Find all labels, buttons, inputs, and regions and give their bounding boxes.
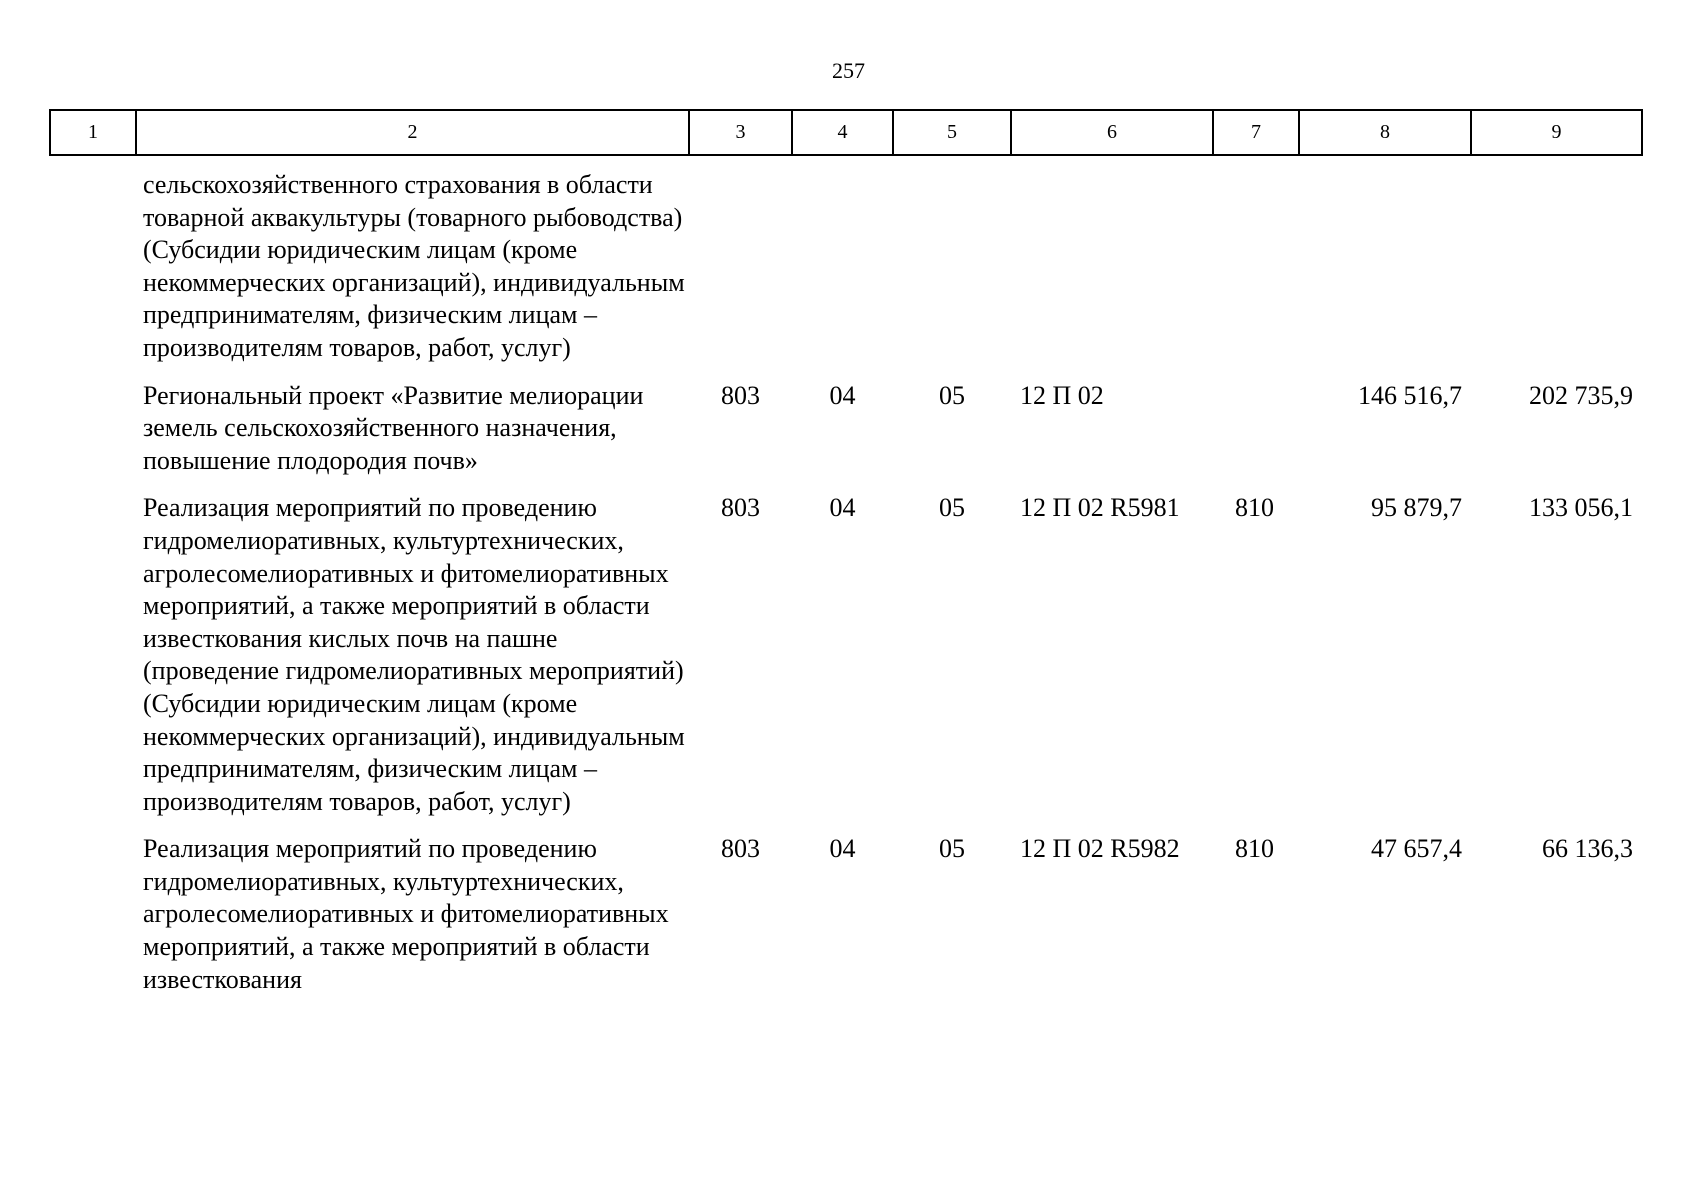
column-header-9: 9 (1471, 110, 1642, 155)
expense-type: 810 (1235, 834, 1274, 864)
column-header-2: 2 (136, 110, 689, 155)
page-number: 257 (832, 58, 865, 83)
subsection-code (893, 155, 1011, 380)
table-row (50, 155, 1642, 380)
row-description: Реализация мероприятий по проведению гидромелиоративных, культуртехнических, агролесомелиоративных и фитомелиоративных мероприятий, а также мероприятий в области известкования кислых почв на пашне (проведение гидромелиоративных мероприятий) (Субсидии юридическим лицам (кроме некоммерческих организаций), индивидуальным предпринимателям, физическим лицам – производителям товаров, работ, услуг) (143, 493, 685, 816)
column-header-5: 5 (893, 110, 1011, 155)
target-article: 12 П 02 (1020, 380, 1104, 410)
table-row (50, 492, 1642, 833)
column-header-1: 1 (50, 110, 136, 155)
row-description: Региональный проект «Развитие мелиорации земель сельскохозяйственного назначения, повышение плодородия почв» (143, 380, 644, 475)
section-code: 04 (829, 493, 856, 523)
column-header-7: 7 (1213, 110, 1299, 155)
column-header-4: 4 (792, 110, 893, 155)
amount-col-9: 133 056,1 (1529, 493, 1633, 523)
amount-col-9 (1471, 155, 1642, 380)
budget-table (49, 109, 1643, 996)
column-header-8: 8 (1299, 110, 1471, 155)
target-article: 12 П 02 R5982 (1020, 834, 1180, 864)
subsection-code: 05 (939, 493, 965, 523)
expense-type (1213, 155, 1299, 380)
amount-col-8 (1299, 155, 1471, 380)
column-header-3: 3 (689, 110, 792, 155)
row-description: сельскохозяйственного страхования в области товарной аквакультуры (товарного рыбоводства) (Субсидии юридическим лицам (кроме некоммерческих организаций), индивидуальным предпринимателям, физическим лицам – производителям товаров, работ, услуг) (143, 170, 685, 362)
subsection-code: 05 (939, 380, 965, 410)
amount-col-9: 202 735,9 (1529, 380, 1633, 410)
expense-type (1213, 380, 1299, 493)
column-header-6: 6 (1011, 110, 1213, 155)
amount-col-8: 146 516,7 (1358, 380, 1462, 410)
section-code: 04 (829, 834, 856, 864)
amount-col-8: 47 657,4 (1371, 834, 1462, 864)
ministry-code (689, 155, 792, 380)
ministry-code: 803 (721, 493, 760, 523)
table-row (50, 833, 1642, 996)
amount-col-8: 95 879,7 (1371, 493, 1462, 523)
header-row (50, 110, 1642, 155)
section-code: 04 (829, 380, 856, 410)
row-description: Реализация мероприятий по проведению гидромелиоративных, культуртехнических, агролесомелиоративных и фитомелиоративных мероприятий, а также мероприятий в области известкования (143, 834, 669, 994)
table-row (50, 380, 1642, 493)
section-code (792, 155, 893, 380)
ministry-code: 803 (721, 380, 760, 410)
table-header (50, 110, 1642, 155)
subsection-code: 05 (939, 834, 965, 864)
target-article: 12 П 02 R5981 (1020, 493, 1180, 523)
amount-col-9: 66 136,3 (1542, 834, 1633, 864)
expense-type: 810 (1235, 493, 1274, 523)
target-article (1011, 155, 1213, 380)
ministry-code: 803 (721, 834, 760, 864)
